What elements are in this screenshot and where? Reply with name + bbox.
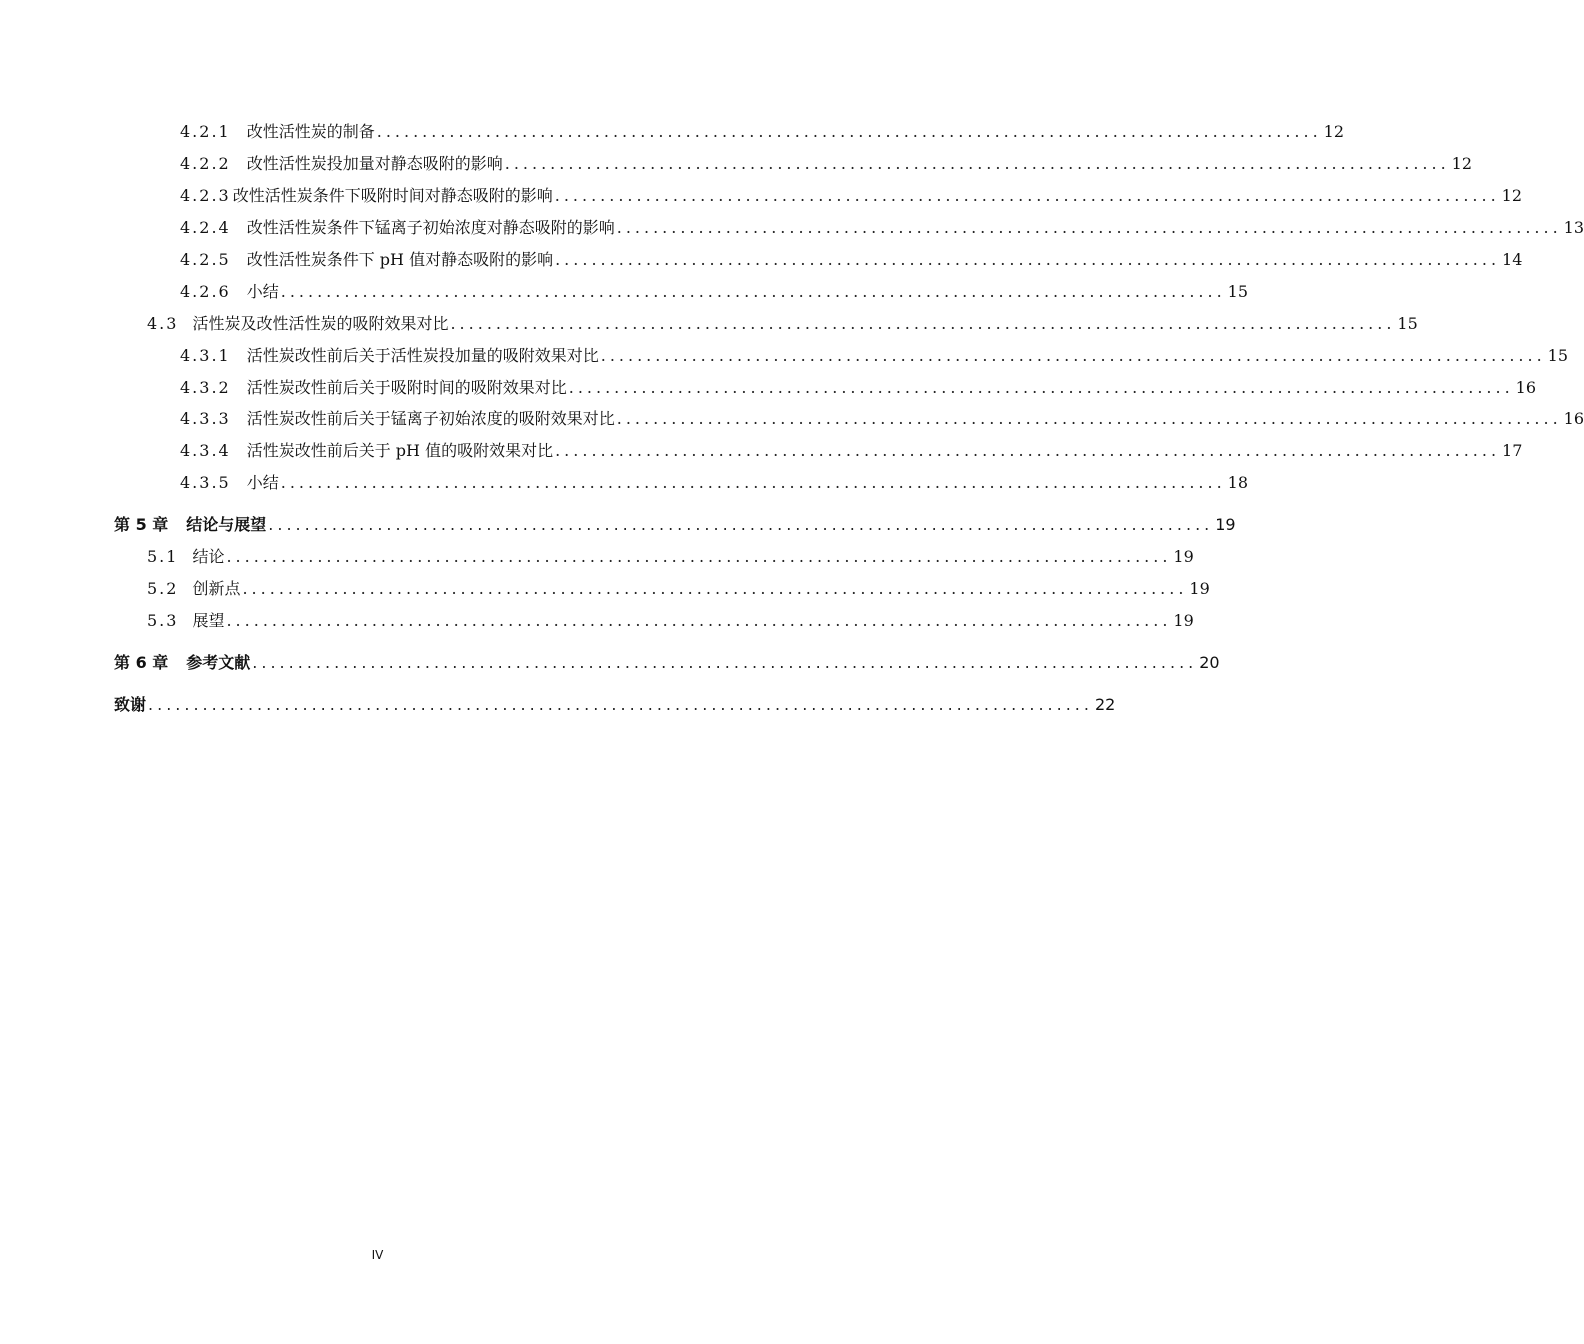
toc-number: 第 5 章	[114, 515, 169, 534]
toc-page: 20	[1199, 653, 1220, 672]
toc-title: 活性炭改性前后关于 pH 值的吸附效果对比	[246, 441, 554, 460]
toc-number: 5.2	[147, 579, 179, 598]
toc-title: 参考文献	[186, 653, 251, 672]
toc-number: 4.2.4	[180, 218, 231, 237]
toc-number: 4.2.5	[180, 250, 231, 269]
toc-entry-4-3-5[interactable]	[180, 469, 1249, 493]
toc-entry-acknowledgements[interactable]	[114, 691, 1116, 715]
toc-title: 活性炭改性前后关于锰离子初始浓度的吸附效果对比	[246, 409, 615, 428]
toc-title: 结论与展望	[186, 515, 267, 534]
toc-leader: ........................................................................................................	[376, 122, 1322, 141]
toc-leader: ........................................................................................................	[252, 653, 1198, 672]
toc-leader: ........................................................................................................	[280, 473, 1226, 492]
toc-entry-chapter-5[interactable]	[114, 511, 1236, 535]
toc-page: 15	[1227, 282, 1249, 301]
toc-entry-4-2-2[interactable]	[180, 150, 1473, 174]
toc-page: 12	[1501, 186, 1523, 205]
toc-number: 4.2.2	[180, 154, 231, 173]
toc-title: 改性活性炭投加量对静态吸附的影响	[246, 154, 503, 173]
toc-entry-chapter-6[interactable]	[114, 649, 1220, 673]
toc-title: 改性活性炭条件下 pH 值对静态吸附的影响	[246, 250, 554, 269]
toc-entry-4-2-4[interactable]	[180, 214, 1584, 238]
toc-leader: ........................................................................................................	[554, 186, 1500, 205]
toc-title: 改性活性炭条件下锰离子初始浓度对静态吸附的影响	[246, 218, 615, 237]
toc-number: 4.3.1	[180, 346, 231, 365]
toc-number: 4.3.4	[180, 441, 231, 460]
toc-page: 16	[1515, 378, 1537, 397]
toc-title: 改性活性炭的制备	[246, 122, 375, 141]
toc-number: 4.3.3	[180, 409, 231, 428]
toc-entry-4-3-2[interactable]	[180, 374, 1537, 398]
toc-leader: ........................................................................................................	[504, 154, 1450, 173]
toc-page: 15	[1397, 314, 1418, 333]
toc-entry-5-3[interactable]	[147, 607, 1194, 631]
toc-number: 4.2.1	[180, 122, 231, 141]
toc-title: 改性活性炭条件下吸附时间对静态吸附的影响	[232, 186, 553, 205]
toc-number: 4.2.6	[180, 282, 231, 301]
toc-page: 19	[1189, 579, 1210, 598]
toc-number: 4.3.2	[180, 378, 231, 397]
toc-title: 小结	[246, 282, 279, 301]
toc-leader: ........................................................................................................	[555, 441, 1501, 460]
toc-page: 19	[1215, 515, 1236, 534]
toc-page: 12	[1451, 154, 1473, 173]
toc-leader: ........................................................................................................	[226, 547, 1172, 566]
toc-page: 19	[1173, 611, 1194, 630]
toc-leader: ........................................................................................................	[616, 409, 1562, 428]
toc-entry-4-2-3[interactable]	[180, 182, 1523, 206]
toc-entry-4-2-6[interactable]	[180, 278, 1249, 302]
toc-leader: ........................................................................................................	[242, 579, 1188, 598]
toc-number: 4.3	[147, 314, 179, 333]
toc-page: 18	[1227, 473, 1249, 492]
toc-page: 12	[1323, 122, 1345, 141]
page-number-footer: IV	[371, 1248, 384, 1262]
toc-title: 活性炭改性前后关于吸附时间的吸附效果对比	[246, 378, 567, 397]
toc-leader: ........................................................................................................	[226, 611, 1172, 630]
toc-title: 活性炭改性前后关于活性炭投加量的吸附效果对比	[246, 346, 599, 365]
toc-number: 5.3	[147, 611, 179, 630]
toc-entry-4-3-3[interactable]	[180, 405, 1584, 429]
toc-title: 小结	[246, 473, 279, 492]
toc-leader: ........................................................................................................	[568, 378, 1514, 397]
toc-entry-4-2-1[interactable]	[180, 118, 1345, 142]
toc-leader: ........................................................................................................	[450, 314, 1396, 333]
toc-entry-5-2[interactable]	[147, 575, 1210, 599]
toc-number: 5.1	[147, 547, 179, 566]
toc-leader: ........................................................................................................	[280, 282, 1226, 301]
toc-page: 15	[1547, 346, 1569, 365]
toc-leader: ........................................................................................................	[555, 250, 1501, 269]
toc-leader: ........................................................................................................	[148, 695, 1093, 714]
toc-page: 22	[1094, 695, 1116, 714]
toc-page: 17	[1502, 441, 1523, 460]
toc-number: 4.3.5	[180, 473, 231, 492]
toc-title: 创新点	[192, 579, 241, 598]
toc-entry-4-2-5[interactable]	[180, 246, 1523, 270]
toc-title: 活性炭及改性活性炭的吸附效果对比	[192, 314, 449, 333]
toc-leader: ........................................................................................................	[268, 515, 1214, 534]
toc-entry-4-3[interactable]	[147, 310, 1418, 334]
toc-title: 致谢	[114, 695, 147, 714]
toc-page: 14	[1502, 250, 1523, 269]
toc-entry-4-3-1[interactable]	[180, 342, 1569, 366]
toc-page: 19	[1173, 547, 1194, 566]
toc-title: 展望	[192, 611, 225, 630]
toc-entry-4-3-4[interactable]	[180, 437, 1523, 461]
toc-page: 16	[1563, 409, 1584, 428]
toc-leader: ........................................................................................................	[600, 346, 1546, 365]
toc-entry-5-1[interactable]	[147, 543, 1194, 567]
toc-title: 结论	[192, 547, 225, 566]
toc-number: 第 6 章	[114, 653, 169, 672]
toc-number: 4.2.3	[180, 186, 231, 205]
toc-leader: ........................................................................................................	[616, 218, 1562, 237]
toc-page: 13	[1563, 218, 1584, 237]
